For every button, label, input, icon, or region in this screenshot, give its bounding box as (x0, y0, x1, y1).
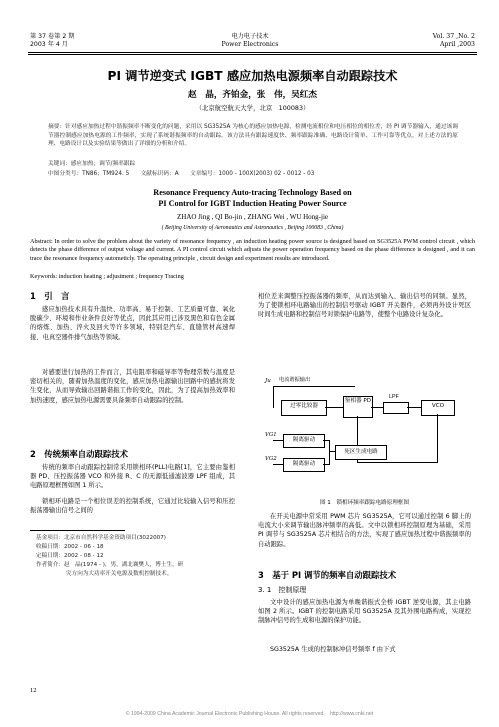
dead-to-iso2 (323, 464, 329, 465)
header-left (30, 33, 74, 49)
section-2-paragraph-1: 传统的频率自动跟踪控制常采用锁相环(PLL)电路[1]，它主要由鉴相器 PD、压控振荡器 VCO 和外接 R、C 的无源低通滤波器 LPF 组成，其电路原理框图如图 1 所示。 (30, 464, 235, 490)
feedback-bottom (357, 462, 438, 463)
phase-detector-box: 鉴相器 PD (343, 396, 373, 418)
right-paragraph-1: 相位差来调整压控振荡器的频率，从而达到输入、输出信号的同频。显然，为了使锁相环电路输出的控制信号驱动 IGBT 开关器件，必须再外设计死区时间生成电路和控制信号对锁保护电路等，使整个电路设计复杂化。 (258, 293, 471, 319)
footnote (30, 534, 235, 579)
section-3-heading: 3 基于 PI 调节的频率自动跟踪技术 (258, 570, 397, 580)
footnote-revised: 定稿日期：2002 - 08 - 12 (36, 553, 104, 559)
vg2-line (273, 464, 283, 465)
issue-label: 第 37 卷第 2 期 (30, 33, 75, 40)
header-rule-2 (28, 54, 477, 55)
affiliation-cn: （北京航空航天大学，北京 100083） (195, 104, 310, 112)
footnote-fund: 基金项目：北京市自然科学基金资助项目(3022007) (36, 535, 166, 541)
isolation-driver-box-1: 隔离驱动 (283, 434, 325, 448)
section-1-paragraph-2: 对感要进行加热的工件而言，其电阻率和磁导率等物理常数与温度是密切相关的，随着加热温度的变化，感应加热电源输出回路中的感抗将发生变化，从而导致输出回路谐振工作的变化，因此，为了提高加热效率和加热速度，感应加热电源需要具备频率自动跟踪的控制。 (30, 369, 235, 404)
issue-date: 2003 年 4 月 (30, 41, 68, 48)
right-paragraph-2: 在开关电源中常采用 PWM 芯片 SG3525A，它可以通过控制 6 脚上的电流大小来调节输出脉冲频率的高低。文中以锁相环控制原理为基础，采用 PI 调节与 SG3525A 芯片相结合的方法，实现了感应加热过程中谐振频率的自动跟踪。 (258, 513, 471, 548)
paper-title-en-line1: Resonance Frequency Auto-tracing Technology Based on (153, 188, 352, 197)
header-rule (28, 52, 477, 53)
volume-date: April ,2003 (439, 41, 475, 48)
lock-label: 电流谐振输出 (279, 377, 311, 383)
page-number: 12 (30, 687, 37, 694)
authors-cn: 赵 晶，齐铂金，张 伟，吴红杰 (188, 90, 317, 100)
dead-in (329, 451, 335, 452)
lpf-box (383, 402, 409, 414)
paper-title-en-line2: PI Control for IGBT Induction Heating Power Source (158, 199, 347, 208)
right-paragraph-3: 文中设计的感应加热电源为单晚谐振式全桥 IGBT 逆变电源，其主电路如图 2 所示。IGBT 的控制电路采用 SG3525A 及其外围电路构成，实现控制脉冲信号的生成和电源的保护功能。 (258, 599, 471, 625)
section-1-paragraph-1: 感应加热技术具有升温快、功率高、易于控制、工艺质量可靠、氧化脱碳少、环境和作业条件良好等优点，因此其应用已涉及黑色和有色金属的熔炼、加热、淬火及回火等许多领域，特别是汽车、直缝管材高速焊接、电真空器件排气加热等领域。 (30, 306, 235, 341)
abstract-cn: 摘要：针对感应加热过程中谐振频率不断变化的问题，采用以 SG3525A 为核心的感应加热电源，检测电流相位和电压相位的相位差，经 PI 调节器输入，通过该调节器控制感应加热电源的工作频率，实现了系统谐振频率的自动跟踪。该方法具有跟踪速度快、频率跟踪准确、电路设计简单、工作可靠等优点。对上述方法的原理、电路设计以及实验结果等做出了详细的分析和介绍。 (48, 124, 458, 148)
footnote-bio-1: 作者简介：赵 晶(1974 - )，男，湖北襄樊人，博士生，研 (36, 562, 184, 568)
section-2-paragraph-2: 锁相环电路是一个相位误差的控制系统，它通过比较输入信号和压控振荡器输出信号之间的 (30, 498, 235, 515)
keywords-cn: 关键词：感应加热；调节/频率跟踪 (48, 161, 136, 167)
keywords-en: Keywords: induction heating ; adjustment ; frequency Tracing (30, 273, 184, 280)
paper-title-cn: PI 调节逆变式 IGBT 感应加热电源频率自动跟踪技术 (107, 69, 398, 83)
figure-1-diagram (265, 372, 465, 490)
figure-1-caption: 图 1 锁相环频率跟踪电路原理框图 (319, 500, 410, 506)
authors-en: ZHAO Jing , QI Bo-jin , ZHANG Wei , WU Hong-jie (176, 213, 329, 221)
isolation-driver-box-2: 隔离驱动 (283, 458, 325, 472)
section-3-1-heading: 3. 1 控制原理 (258, 586, 307, 594)
footnote-received: 收稿日期：2002 - 06 - 18 (36, 544, 104, 550)
lpf-label: LPF (389, 394, 399, 400)
dead-bus (329, 440, 330, 465)
cmp-to-pd (325, 407, 343, 408)
journal-name-cn: 电力电子技术 (231, 33, 269, 40)
vg2-label: VG2 (265, 456, 277, 462)
affiliation-en: ( Beijing University of Aeronautics and Astronautics , Beijing 100083 , China) (161, 225, 344, 231)
vg1-label: VG1 (265, 432, 277, 438)
classification-cn: 中图分类号：TN86；TM924. 5 文献标识码：A 文章编号：1000 - 100X(2003) 02 - 0012 - 03 (48, 171, 315, 177)
section-2-heading: 2 传统频率自动跟踪技术 (30, 449, 128, 459)
volume-label: Vol. 37 ,No. 2 (432, 33, 475, 40)
ju-line (273, 386, 274, 408)
vco-box: VCO (421, 400, 455, 416)
header-center (200, 33, 300, 49)
lpf-to-vco (407, 407, 421, 408)
abstract-en: Abstract: In order to solve the problem about the variety of resonance frequency , an induction heating power source is designed based on SG3525A PWM control circuit , which detects the phase difference of output voltage and current. A PI control circuit which adjusts the power operation frequency based on the phase difference is designed , and it can trace the resonance frequency autometicly. The operating principle , circuit design and experiment results are introduced. (30, 238, 475, 262)
top-bus (273, 386, 355, 387)
dead-time-box: 死区生成电路 (335, 445, 387, 460)
footnote-bio-2: 究方向为大功率开关电源及数机控制技术。 (66, 571, 173, 577)
pd-to-lpf (371, 407, 383, 408)
comparator-box: 过零比较器 (281, 400, 327, 416)
section-1-heading: 1 引 言 (30, 291, 70, 301)
vco-down (437, 414, 438, 462)
ju-label: Ju (265, 378, 271, 384)
publisher-watermark: © 1994-2009 China Academic Journal Electronic Publishing House. All rights reserved. http://www.cnki.net (125, 711, 374, 717)
header-right (433, 33, 475, 49)
journal-name-en: Power Electronics (221, 41, 279, 48)
vg1-line (273, 440, 283, 441)
footnote-rule (30, 530, 125, 531)
right-paragraph-4: SG3525A 生成的控制脉冲信号频率 f 由下式 (270, 646, 396, 653)
